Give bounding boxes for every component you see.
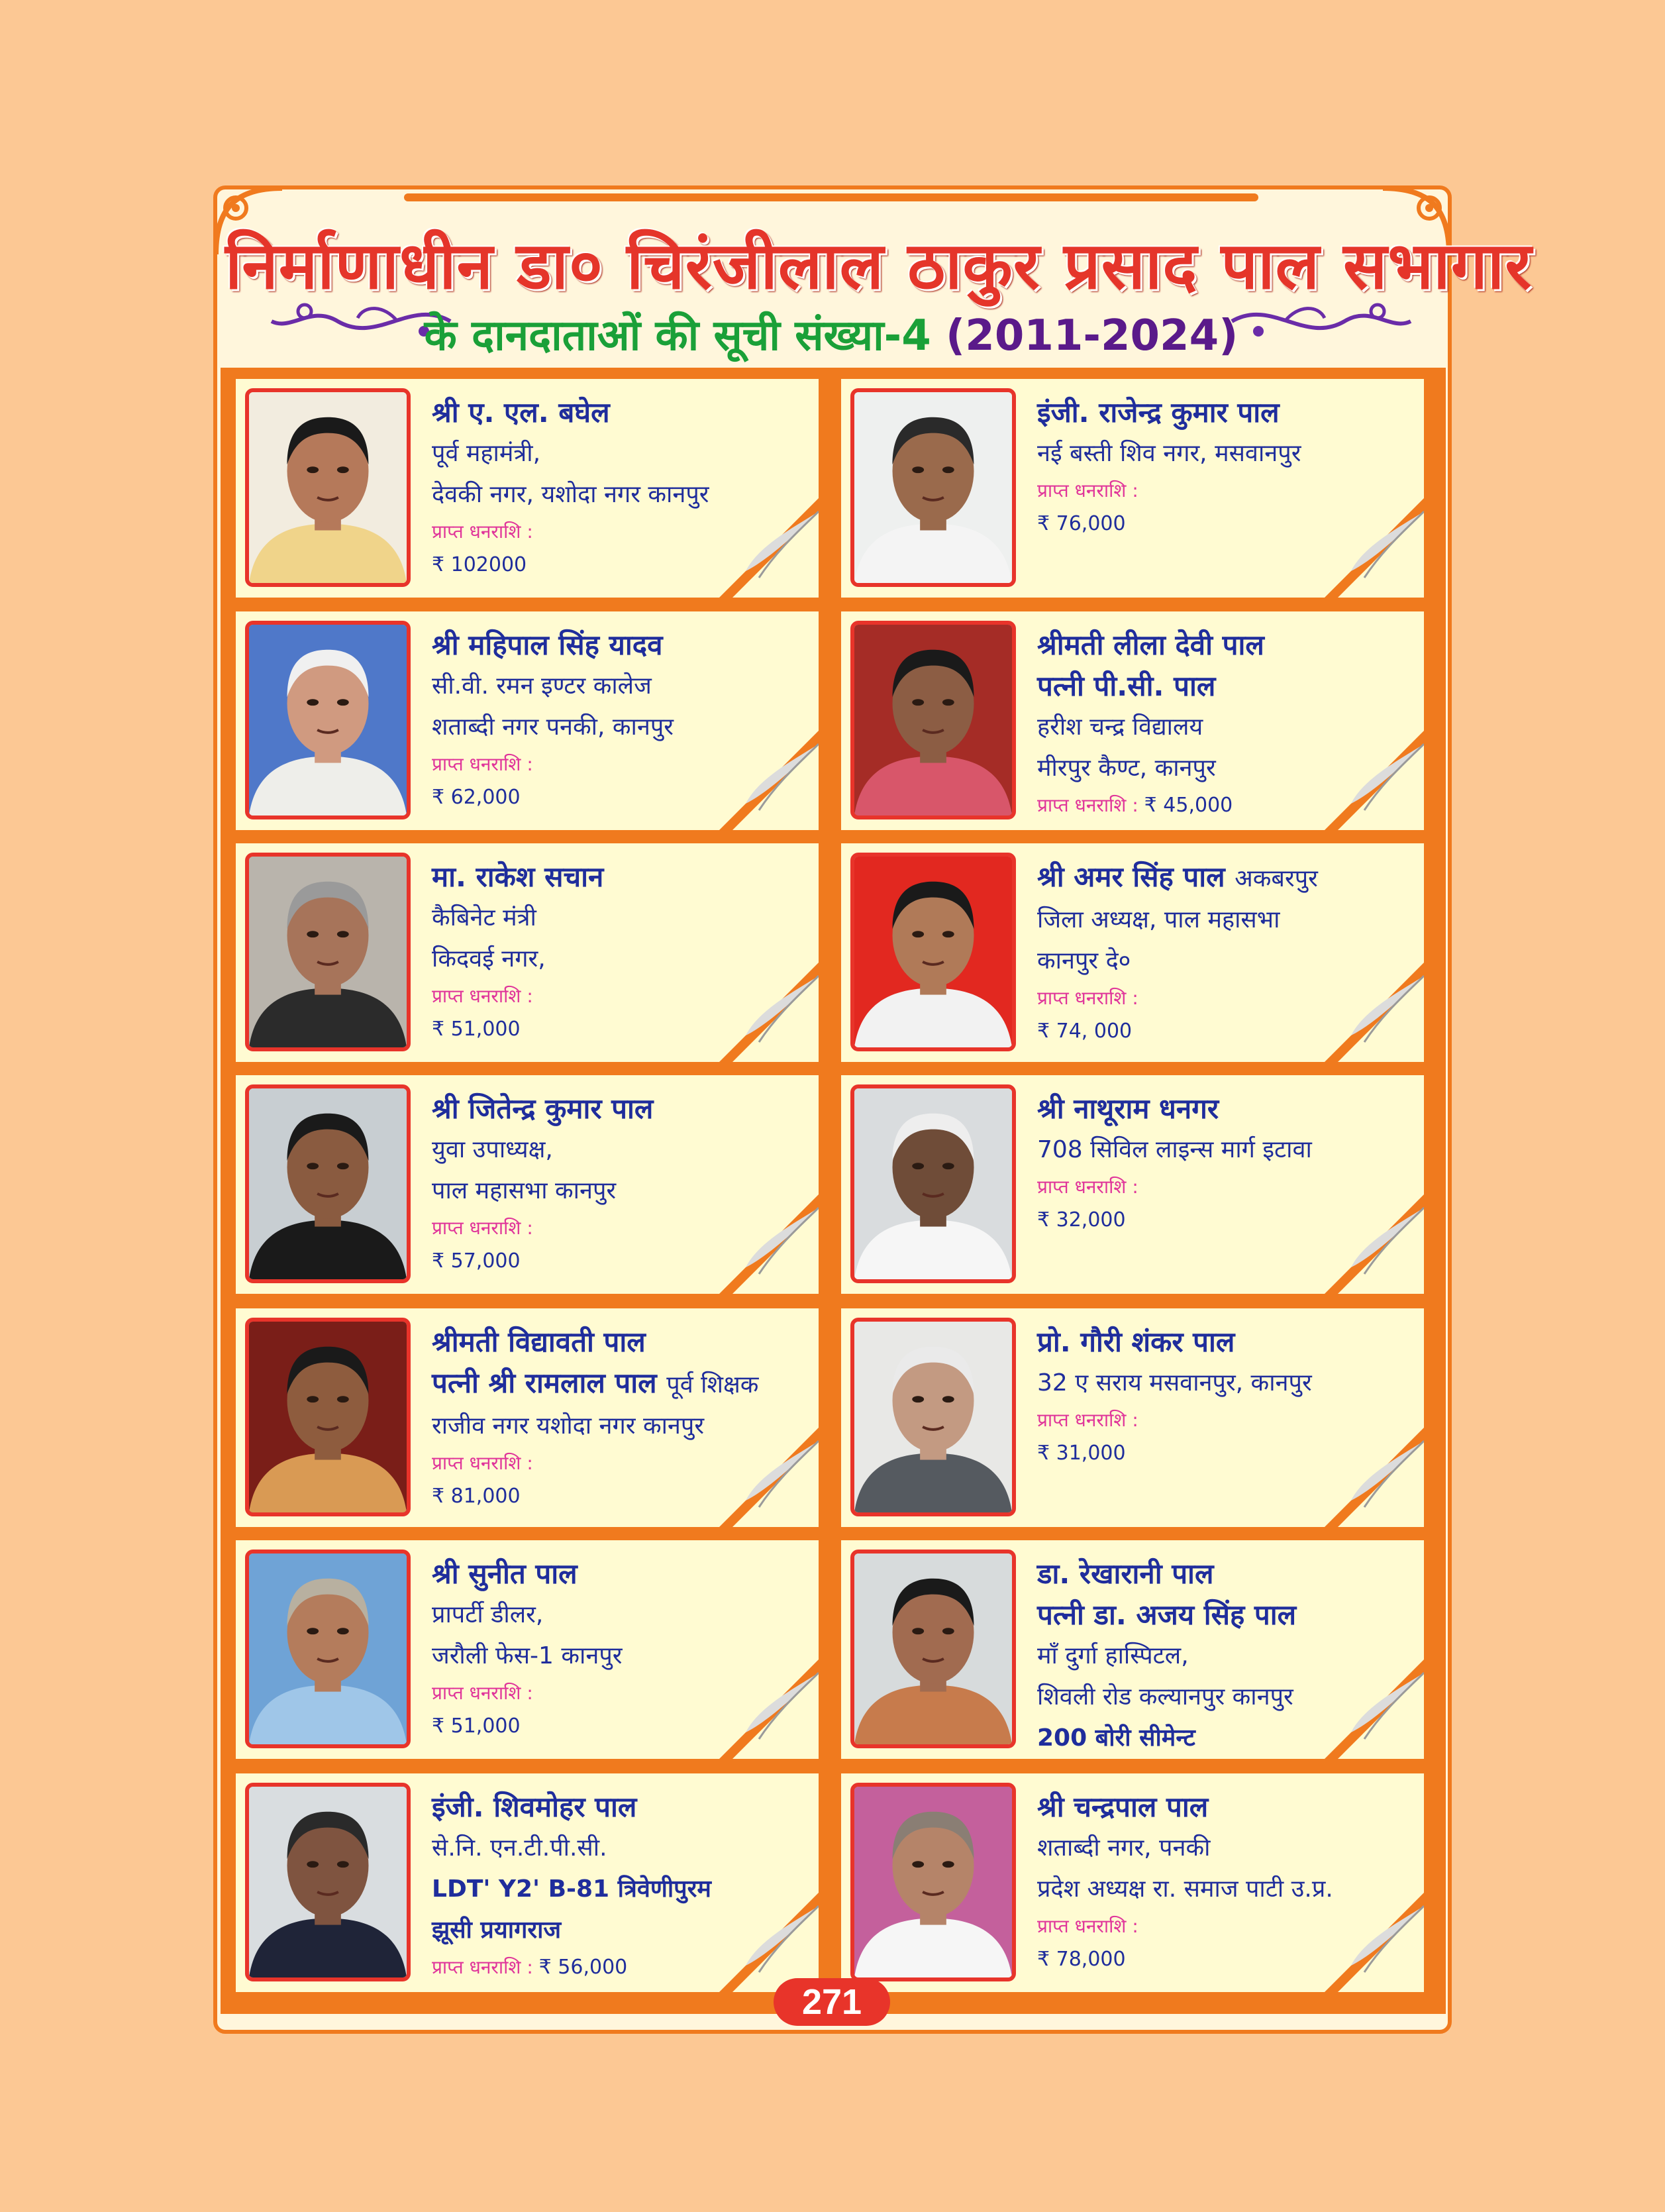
page-curl-icon xyxy=(719,498,819,598)
donor-address-line: राजीव नगर यशोदा नगर कानपुर xyxy=(432,1412,705,1440)
amount-label: प्राप्त धनराशि : xyxy=(1037,1915,1138,1937)
page-number: 271 xyxy=(774,1978,890,2026)
donor-photo xyxy=(245,1783,411,1981)
portrait-icon xyxy=(249,625,407,816)
amount-value: ₹ 102000 xyxy=(432,553,527,576)
donor-name xyxy=(1037,625,1411,666)
donor-card xyxy=(236,1540,819,1759)
donor-address-line: LDT' Y2' B-81 त्रिवेणीपुरम xyxy=(432,1875,711,1903)
donor-name-text: इंजी. शिवमोहर पाल xyxy=(432,1791,637,1823)
portrait-icon xyxy=(854,625,1012,816)
donor-name xyxy=(1037,857,1411,900)
donor-photo xyxy=(850,621,1016,819)
donor-name xyxy=(432,392,805,433)
donor-name-secondary-text: पत्नी डा. अजय सिंह पाल xyxy=(1037,1599,1297,1631)
donor-name-text: डा. रेखारानी पाल xyxy=(1037,1557,1214,1590)
donor-card xyxy=(841,611,1424,830)
donor-name xyxy=(1037,1554,1411,1595)
donor-photo xyxy=(245,388,411,587)
donor-name xyxy=(432,625,805,666)
amount-value: ₹ 45,000 xyxy=(1144,794,1233,817)
amount-label: प्राप्त धनराशि : xyxy=(432,753,533,775)
page-curl-icon xyxy=(719,963,819,1062)
amount-label: प्राप्त धनराशि : xyxy=(432,1217,533,1239)
donor-name-text: श्री जितेन्द्र कुमार पाल xyxy=(432,1092,654,1125)
portrait-icon xyxy=(249,1322,407,1512)
donor-address-line: शताब्दी नगर पनकी, कानपुर xyxy=(432,713,674,741)
amount-label: प्राप्त धनराशि : xyxy=(1037,794,1138,816)
donor-name-text: श्रीमती विद्यावती पाल xyxy=(432,1326,646,1358)
donor-address-line: देवकी नगर, यशोदा नगर कानपुर xyxy=(432,481,709,508)
header-rule xyxy=(404,193,1258,201)
donor-address-line: 708 सिविल लाइन्स मार्ग इटावा xyxy=(1037,1136,1312,1163)
amount-label: प्राप्त धनराशि : xyxy=(432,1452,533,1474)
donor-address-line: पाल महासभा कानपुर xyxy=(432,1177,617,1204)
donor-address-line: युवा उपाध्यक्ष, xyxy=(432,1136,553,1163)
amount-label: प्राप्त धनराशि : xyxy=(1037,1176,1138,1198)
donor-address-line: प्रदेश अध्यक्ष रा. समाज पाटी उ.प्र. xyxy=(1037,1875,1333,1903)
donor-name-text: श्री चन्द्रपाल पाल xyxy=(1037,1791,1209,1823)
donor-address-line: किदवई नगर, xyxy=(432,945,546,973)
donor-card xyxy=(841,843,1424,1062)
portrait-icon xyxy=(249,1554,407,1744)
donor-card xyxy=(236,1773,819,1992)
donor-address-line: कैबिनेट मंत्री xyxy=(432,904,536,931)
donor-address-line: पूर्व महामंत्री, xyxy=(432,440,541,467)
page-curl-icon xyxy=(1325,1194,1424,1294)
donor-address-line: झूसी प्रयागराज xyxy=(432,1917,562,1944)
donor-name xyxy=(432,1088,805,1130)
donor-address-line: कानपुर दे० xyxy=(1037,947,1131,974)
donor-photo xyxy=(850,388,1016,587)
donor-address-line: नई बस्ती शिव नगर, मसवानपुर xyxy=(1037,440,1301,467)
donor-name-secondary-suffix: पूर्व शिक्षक xyxy=(666,1371,759,1398)
donor-name xyxy=(432,1554,805,1595)
portrait-icon xyxy=(249,392,407,583)
subtitle-years: (2011-2024) xyxy=(946,311,1238,360)
amount-value: ₹ 32,000 xyxy=(1037,1208,1126,1232)
donor-address-line: जरौली फेस-1 कानपुर xyxy=(432,1642,623,1669)
donor-photo xyxy=(245,1084,411,1283)
donor-card xyxy=(236,1075,819,1294)
donor-card xyxy=(841,1773,1424,1992)
portrait-icon xyxy=(249,1088,407,1279)
amount-value: ₹ 56,000 xyxy=(538,1956,628,1979)
donor-photo xyxy=(245,1318,411,1516)
donor-name xyxy=(432,857,805,898)
donor-address-line: शताब्दी नगर, पनकी xyxy=(1037,1834,1211,1862)
amount-value: ₹ 51,000 xyxy=(432,1018,521,1041)
donor-name xyxy=(1037,392,1411,433)
donor-address-line: से.नि. एन.टी.पी.सी. xyxy=(432,1834,607,1862)
portrait-icon xyxy=(854,1322,1012,1512)
donor-card xyxy=(841,379,1424,598)
portrait-icon xyxy=(854,1088,1012,1279)
portrait-icon xyxy=(854,857,1012,1047)
donor-name-secondary xyxy=(1037,666,1411,707)
donor-card xyxy=(841,1075,1424,1294)
page-curl-icon xyxy=(1325,731,1424,830)
donor-address-line: सी.वी. रमन इण्टर कालेज xyxy=(432,672,652,700)
donor-name-suffix: अकबरपुर xyxy=(1235,865,1318,892)
donor-photo xyxy=(850,1084,1016,1283)
page-curl-icon xyxy=(1325,498,1424,598)
donor-photo xyxy=(850,1318,1016,1516)
donor-address-line: प्रापर्टी डीलर, xyxy=(432,1601,544,1628)
donor-name-secondary xyxy=(1037,1595,1411,1636)
page-curl-icon xyxy=(1325,1428,1424,1527)
donor-name-secondary xyxy=(432,1363,805,1406)
swirl-ornament-right-icon xyxy=(1225,291,1417,351)
donor-name xyxy=(1037,1088,1411,1130)
donor-name-text: श्री अमर सिंह पाल xyxy=(1037,861,1225,893)
donor-photo xyxy=(850,1783,1016,1981)
portrait-icon xyxy=(249,857,407,1047)
portrait-icon xyxy=(249,1787,407,1977)
donor-name-text: श्री महिपाल सिंह यादव xyxy=(432,629,663,661)
amount-value: ₹ 78,000 xyxy=(1037,1948,1126,1971)
page-curl-icon xyxy=(719,1893,819,1992)
amount-value: ₹ 81,000 xyxy=(432,1485,521,1508)
donor-card xyxy=(236,611,819,830)
donor-name xyxy=(1037,1322,1411,1363)
donor-name-text: इंजी. राजेन्द्र कुमार पाल xyxy=(1037,396,1280,429)
page-curl-icon xyxy=(719,1659,819,1759)
page-curl-icon xyxy=(1325,1893,1424,1992)
donor-address-line: हरीश चन्द्र विद्यालय xyxy=(1037,713,1203,741)
donor-name xyxy=(1037,1787,1411,1828)
donor-photo xyxy=(245,853,411,1051)
donor-address-line: जिला अध्यक्ष, पाल महासभा xyxy=(1037,906,1280,933)
donor-card xyxy=(236,379,819,598)
page-title: निर्माणाधीन डा० चिरंजीलाल ठाकुर प्रसाद पाल सभागार xyxy=(225,229,1533,304)
donor-address-line: 32 ए सराय मसवानपुर, कानपुर xyxy=(1037,1369,1312,1396)
donor-donation-note: 200 बोरी सीमेन्ट xyxy=(1037,1724,1195,1752)
donor-card xyxy=(841,1540,1424,1759)
donor-name-secondary-text: पत्नी श्री रामलाल पाल xyxy=(432,1367,657,1399)
donor-card xyxy=(236,843,819,1062)
amount-label: प्राप्त धनराशि : xyxy=(1037,480,1138,501)
donor-photo xyxy=(245,621,411,819)
donor-name-text: श्री ए. एल. बघेल xyxy=(432,396,610,429)
subtitle-text: के दानदाताओं की सूची संख्या-4 xyxy=(424,311,931,360)
amount-value: ₹ 74, 000 xyxy=(1037,1020,1133,1043)
donor-name-text: मा. राकेश सचान xyxy=(432,861,604,893)
donor-photo xyxy=(245,1550,411,1748)
page-curl-icon xyxy=(719,1194,819,1294)
page-curl-icon xyxy=(1325,963,1424,1062)
portrait-icon xyxy=(854,392,1012,583)
donor-card xyxy=(841,1308,1424,1527)
donor-photo xyxy=(850,853,1016,1051)
amount-value: ₹ 51,000 xyxy=(432,1714,521,1738)
donor-name xyxy=(432,1322,805,1363)
amount-label: प्राप्त धनराशि : xyxy=(432,985,533,1007)
amount-value: ₹ 76,000 xyxy=(1037,512,1126,535)
donor-address-line: मीरपुर कैण्ट, कानपुर xyxy=(1037,755,1216,782)
donor-photo xyxy=(850,1550,1016,1748)
donor-card xyxy=(236,1308,819,1527)
amount-label: प्राप्त धनराशि : xyxy=(432,1682,533,1704)
amount-label: प्राप्त धनराशि : xyxy=(1037,1409,1138,1431)
donor-name-secondary-text: पत्नी पी.सी. पाल xyxy=(1037,670,1216,702)
page-curl-icon xyxy=(1325,1659,1424,1759)
donor-name-text: श्रीमती लीला देवी पाल xyxy=(1037,629,1264,661)
amount-value: ₹ 62,000 xyxy=(432,786,521,809)
donor-address-line: माँ दुर्गा हास्पिटल, xyxy=(1037,1642,1189,1669)
amount-value: ₹ 57,000 xyxy=(432,1249,521,1273)
portrait-icon xyxy=(854,1554,1012,1744)
donor-name-text: श्री नाथूराम धनगर xyxy=(1037,1092,1219,1125)
amount-label: प्राप्त धनराशि : xyxy=(432,521,533,543)
donor-name-text: प्रो. गौरी शंकर पाल xyxy=(1037,1326,1235,1358)
donor-name-text: श्री सुनीत पाल xyxy=(432,1557,578,1590)
amount-label: प्राप्त धनराशि : xyxy=(432,1956,533,1978)
donor-name xyxy=(432,1787,805,1828)
amount-label: प्राप्त धनराशि : xyxy=(1037,987,1138,1009)
amount-value: ₹ 31,000 xyxy=(1037,1442,1126,1465)
page-curl-icon xyxy=(719,731,819,830)
donor-address-line: शिवली रोड कल्यानपुर कानपुर xyxy=(1037,1683,1293,1711)
portrait-icon xyxy=(854,1787,1012,1977)
page-curl-icon xyxy=(719,1428,819,1527)
